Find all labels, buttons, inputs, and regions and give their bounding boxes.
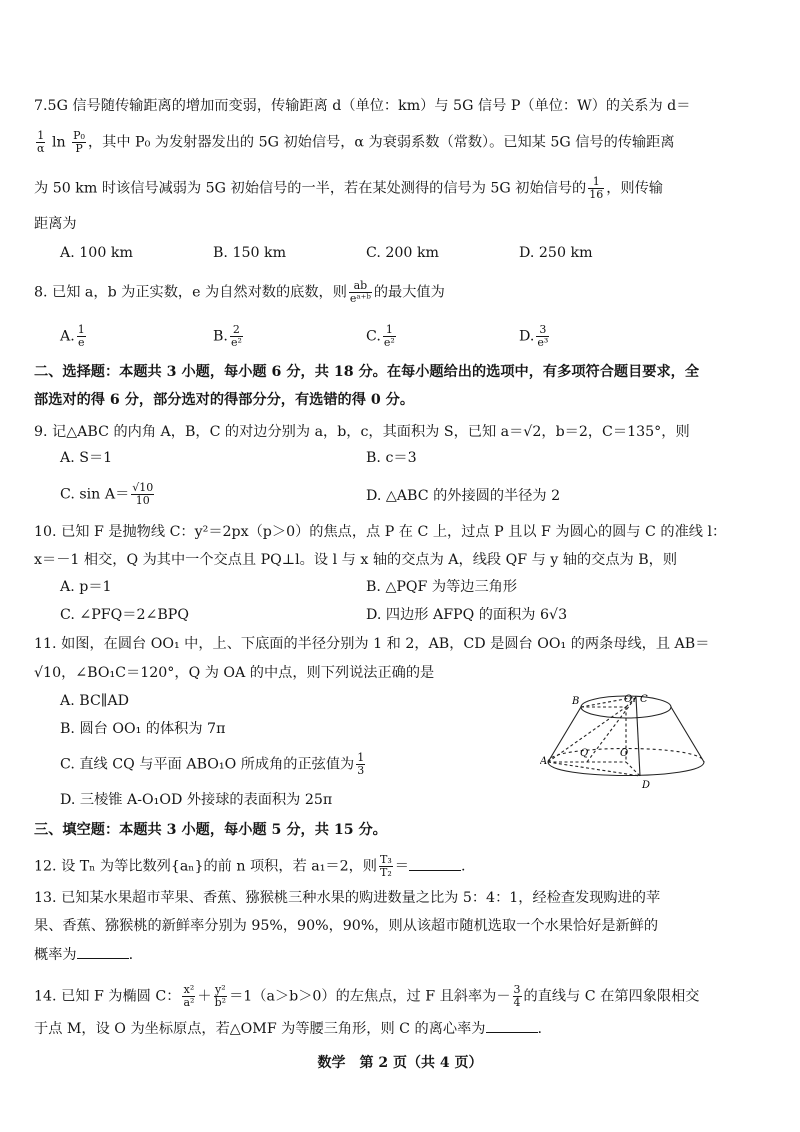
q14-answer-blank[interactable] bbox=[486, 1018, 538, 1033]
label-c: C bbox=[640, 694, 648, 705]
q8-option-b: B. $\frac{2}{\text{e²}}$ bbox=[213, 323, 242, 349]
q7-line1: 7.5G 信号随传输距离的增加而变弱，传输距离 d（单位：km）与 5G 信号 P（单位：W）的关系为 d＝ bbox=[34, 98, 691, 114]
q9-option-a: A. S＝1 bbox=[60, 450, 113, 466]
q9-option-c: C. sin A＝ $\frac{√10}{10}$ bbox=[60, 481, 154, 507]
q14-line1: 14. 已知 F 为椭圆 C： $\frac{\text{x²}}{\text{a²}}$ ＋ $\frac{\text{y²}}{\text{b²}}$ ＝1（a＞b＞0）的左焦点，过 F 且斜率为－ $\frac{3}{4}$ 的直线与 C 在第四象限相交 bbox=[34, 983, 700, 1009]
q12-answer-blank[interactable] bbox=[409, 856, 461, 871]
q10-option-d: D. 四边形 AFPQ 的面积为 6√3 bbox=[366, 607, 568, 623]
q13-answer-blank[interactable] bbox=[77, 944, 129, 959]
label-q: Q bbox=[580, 748, 589, 759]
q9-option-b: B. c＝3 bbox=[366, 450, 417, 466]
q7-line4: 距离为 bbox=[34, 216, 77, 232]
q7-line2: $\frac{1}{\alpha}$ ln $\frac{\text{P₀}}{P}$ ，其中 P₀ 为发射器发出的 5G 初始信号，α 为衰弱系数（常数）。已知某 5G 信号的传输距离 bbox=[37, 129, 675, 155]
q7-option-b: B. 150 km bbox=[213, 245, 287, 261]
q8-frac: $\frac{ab}{\text{eᵃ⁺ᵇ}}$ bbox=[349, 279, 371, 305]
q11-option-b: B. 圆台 OO₁ 的体积为 7π bbox=[60, 721, 226, 737]
q7-line3: 为 50 km 时该信号减弱为 5G 初始信号的一半，若在某处测得的信号为 5G 初始信号的 $\frac{1}{16}$ ，则传输 bbox=[34, 175, 663, 201]
label-o1: O₁ bbox=[624, 694, 637, 705]
q11-line1: 11. 如图，在圆台 OO₁ 中，上、下底面的半径分别为 1 和 2，AB，CD 是圆台 OO₁ 的两条母线，且 AB＝ bbox=[34, 636, 710, 652]
q13-line3: 概率为 . bbox=[34, 944, 766, 965]
q11-line2: √10，∠BO₁C＝120°，Q 为 OA 的中点，则下列说法正确的是 bbox=[34, 665, 435, 681]
q11-option-a: A. BC∥AD bbox=[60, 693, 129, 709]
q10-line2: x＝－1 相交，Q 为其中一个交点且 PQ⊥l。设 l 与 x 轴的交点为 A，线段 QF 与 y 轴的交点为 B，则 bbox=[34, 552, 678, 568]
q11-option-c: C. 直线 CQ 与平面 ABO₁O 所成角的正弦值为 $\frac{1}{3}$ bbox=[60, 751, 365, 777]
q9-stem: 9. 记△ABC 的内角 A，B，C 的对边分别为 a，b，c，其面积为 S，已知 a＝√2，b＝2，C＝135°，则 bbox=[34, 424, 690, 440]
section3-heading: 三、填空题：本题共 3 小题，每小题 5 分，共 15 分。 bbox=[34, 822, 387, 838]
q8-option-a: A. $\frac{1}{e}$ bbox=[60, 323, 85, 349]
label-o: O bbox=[620, 748, 629, 759]
section2-heading-line1: 二、选择题：本题共 3 小题，每小题 6 分，共 18 分。在每小题给出的选项中，有多项符合题目要求，全 bbox=[34, 364, 700, 380]
q8-stem: 8. 已知 a，b 为正实数，e 为自然对数的底数，则 $\frac{ab}{\text{eᵃ⁺ᵇ}}$ 的最大值为 bbox=[34, 279, 445, 305]
label-d: D bbox=[642, 780, 651, 791]
q7-option-c: C. 200 km bbox=[366, 245, 440, 261]
generatrix-cd bbox=[636, 697, 640, 776]
q11-option-d: D. 三棱锥 A-O₁OD 外接球的表面积为 25π bbox=[60, 792, 333, 808]
q7-frac-alpha: $\frac{1}{\alpha}$ bbox=[37, 129, 45, 155]
label-a: A bbox=[540, 756, 548, 767]
q12-stem: 12. 设 Tₙ 为等比数列{aₙ}的前 n 项积，若 a₁＝2，则 $\frac{\text{T₃}}{\text{T₂}}$ ＝ . bbox=[34, 853, 466, 879]
q10-line1: 10. 已知 F 是抛物线 C：y²＝2px（p＞0）的焦点，点 P 在 C 上，过点 P 且以 F 为圆心的圆与 C 的准线 l： bbox=[34, 524, 727, 540]
q13-line2: 果、香蕉、猕猴桃的新鲜率分别为 95%，90%，90%，则从该超市随机选取一个水果恰好是新鲜的 bbox=[34, 918, 659, 934]
q10-option-c: C. ∠PFQ＝2∠BPQ bbox=[60, 607, 189, 623]
page-footer: 数学 第 2 页（共 4 页） bbox=[317, 1055, 483, 1071]
frustum-figure bbox=[540, 690, 715, 795]
q7-frac-16: $\frac{1}{16}$ bbox=[589, 175, 604, 201]
q8-option-c: C. $\frac{1}{\text{e²}}$ bbox=[366, 323, 395, 349]
q13-line1: 13. 已知某水果超市苹果、香蕉、猕猴桃三种水果的购进数量之比为 5：4：1，经检查发现购进的苹 bbox=[34, 890, 661, 906]
q10-option-a: A. p＝1 bbox=[60, 579, 112, 595]
q14-line2: 于点 M，设 O 为坐标原点，若△OMF 为等腰三角形，则 C 的离心率为 . bbox=[34, 1018, 766, 1039]
q7-option-a: A. 100 km bbox=[60, 245, 133, 261]
q8-option-d: D. $\frac{3}{\text{e³}}$ bbox=[519, 323, 549, 349]
q10-option-b: B. △PQF 为等边三角形 bbox=[366, 579, 518, 595]
q7-frac-p: $\frac{\text{P₀}}{P}$ bbox=[73, 129, 85, 155]
section2-heading-line2: 部选对的得 6 分，部分选对的得部分分，有选错的得 0 分。 bbox=[34, 392, 415, 408]
label-b: B bbox=[572, 696, 580, 707]
q9-option-d: D. △ABC 的外接圆的半径为 2 bbox=[366, 488, 561, 504]
q7-option-d: D. 250 km bbox=[519, 245, 593, 261]
